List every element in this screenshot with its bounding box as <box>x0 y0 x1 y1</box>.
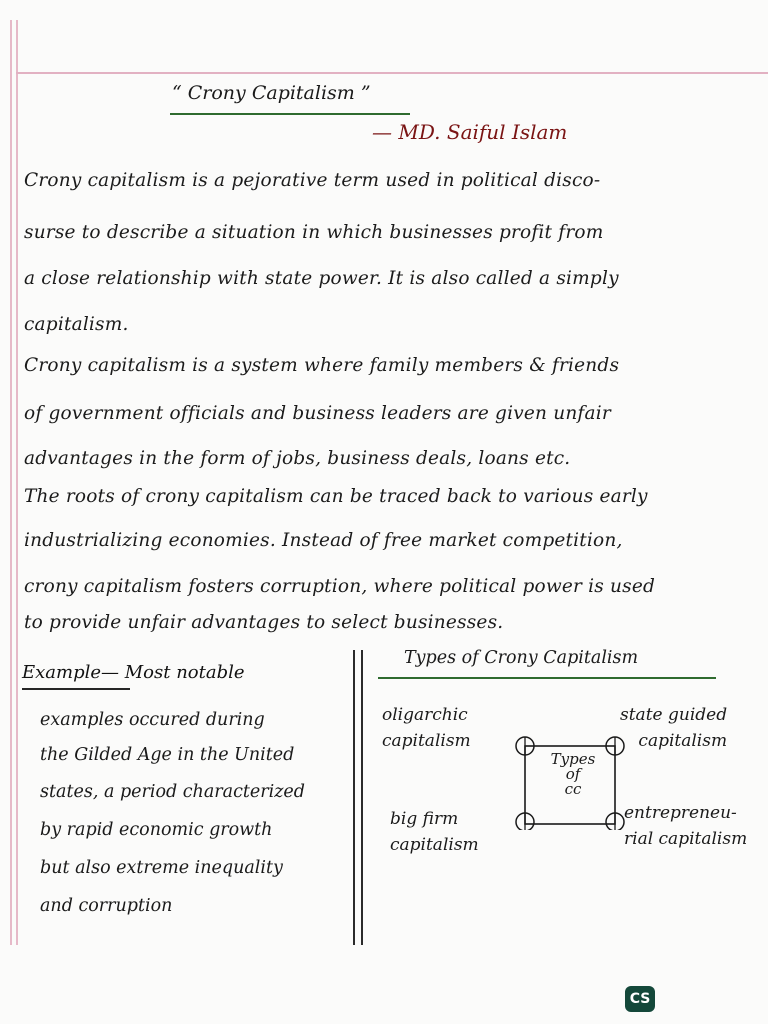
body-line: industrializing economies. Instead of free market competition, <box>24 530 623 551</box>
center-line: of <box>565 765 581 783</box>
example-line: examples occured during <box>40 710 265 730</box>
body-line: Crony capitalism is a pejorative term used in political disco- <box>24 170 601 191</box>
camscanner-logo: CS <box>625 986 655 1012</box>
label-oligarchic <box>382 702 471 754</box>
example-line: the Gilded Age in the United <box>40 745 295 765</box>
label-big-firm <box>390 806 479 858</box>
body-line: Crony capitalism is a system where family members & friends <box>24 355 620 376</box>
label-line: oligarchic <box>382 705 468 725</box>
center-line: cc <box>564 780 582 798</box>
column-divider <box>361 650 363 945</box>
label-line: rial capitalism <box>624 829 748 849</box>
body-line: of government officials and business leaders are given unfair <box>24 403 611 424</box>
page-title: “ Crony Capitalism ” <box>172 82 371 104</box>
label-line: state guided <box>620 705 728 725</box>
body-line: to provide unfair advantages to select businesses. <box>24 612 504 633</box>
column-divider <box>353 650 355 945</box>
diagram-center-label <box>543 752 603 797</box>
label-line: capitalism <box>382 731 471 751</box>
body-line: advantages in the form of jobs, business deals, loans etc. <box>24 448 571 469</box>
example-line: but also extreme inequality <box>40 858 283 878</box>
center-line: Types <box>550 750 596 768</box>
margin-line <box>16 20 18 945</box>
top-rule <box>16 72 768 74</box>
body-line: The roots of crony capitalism can be traced back to various early <box>24 486 648 507</box>
author-name: — MD. Saiful Islam <box>372 120 568 144</box>
types-underline <box>378 677 716 679</box>
example-underline <box>22 688 130 690</box>
title-underline <box>170 113 410 115</box>
body-line: a close relationship with state power. It is also called a simply <box>24 268 619 289</box>
body-line: crony capitalism fosters corruption, where political power is used <box>24 576 656 597</box>
label-line: capitalism <box>638 731 728 751</box>
body-line: capitalism. <box>24 314 129 335</box>
label-line: entrepreneu- <box>624 803 737 823</box>
example-heading: Example— Most notable <box>22 662 245 683</box>
types-heading: Types of Crony Capitalism <box>404 648 639 668</box>
example-line: by rapid economic growth <box>40 820 273 840</box>
margin-line <box>10 20 12 945</box>
label-line: capitalism <box>390 835 479 855</box>
label-state-guided <box>620 702 727 754</box>
example-line: and corruption <box>40 896 173 916</box>
label-line: big firm <box>390 809 459 829</box>
label-entrepreneurial <box>624 800 747 852</box>
body-line: surse to describe a situation in which businesses profit from <box>24 222 604 243</box>
example-line: states, a period characterized <box>40 782 305 802</box>
